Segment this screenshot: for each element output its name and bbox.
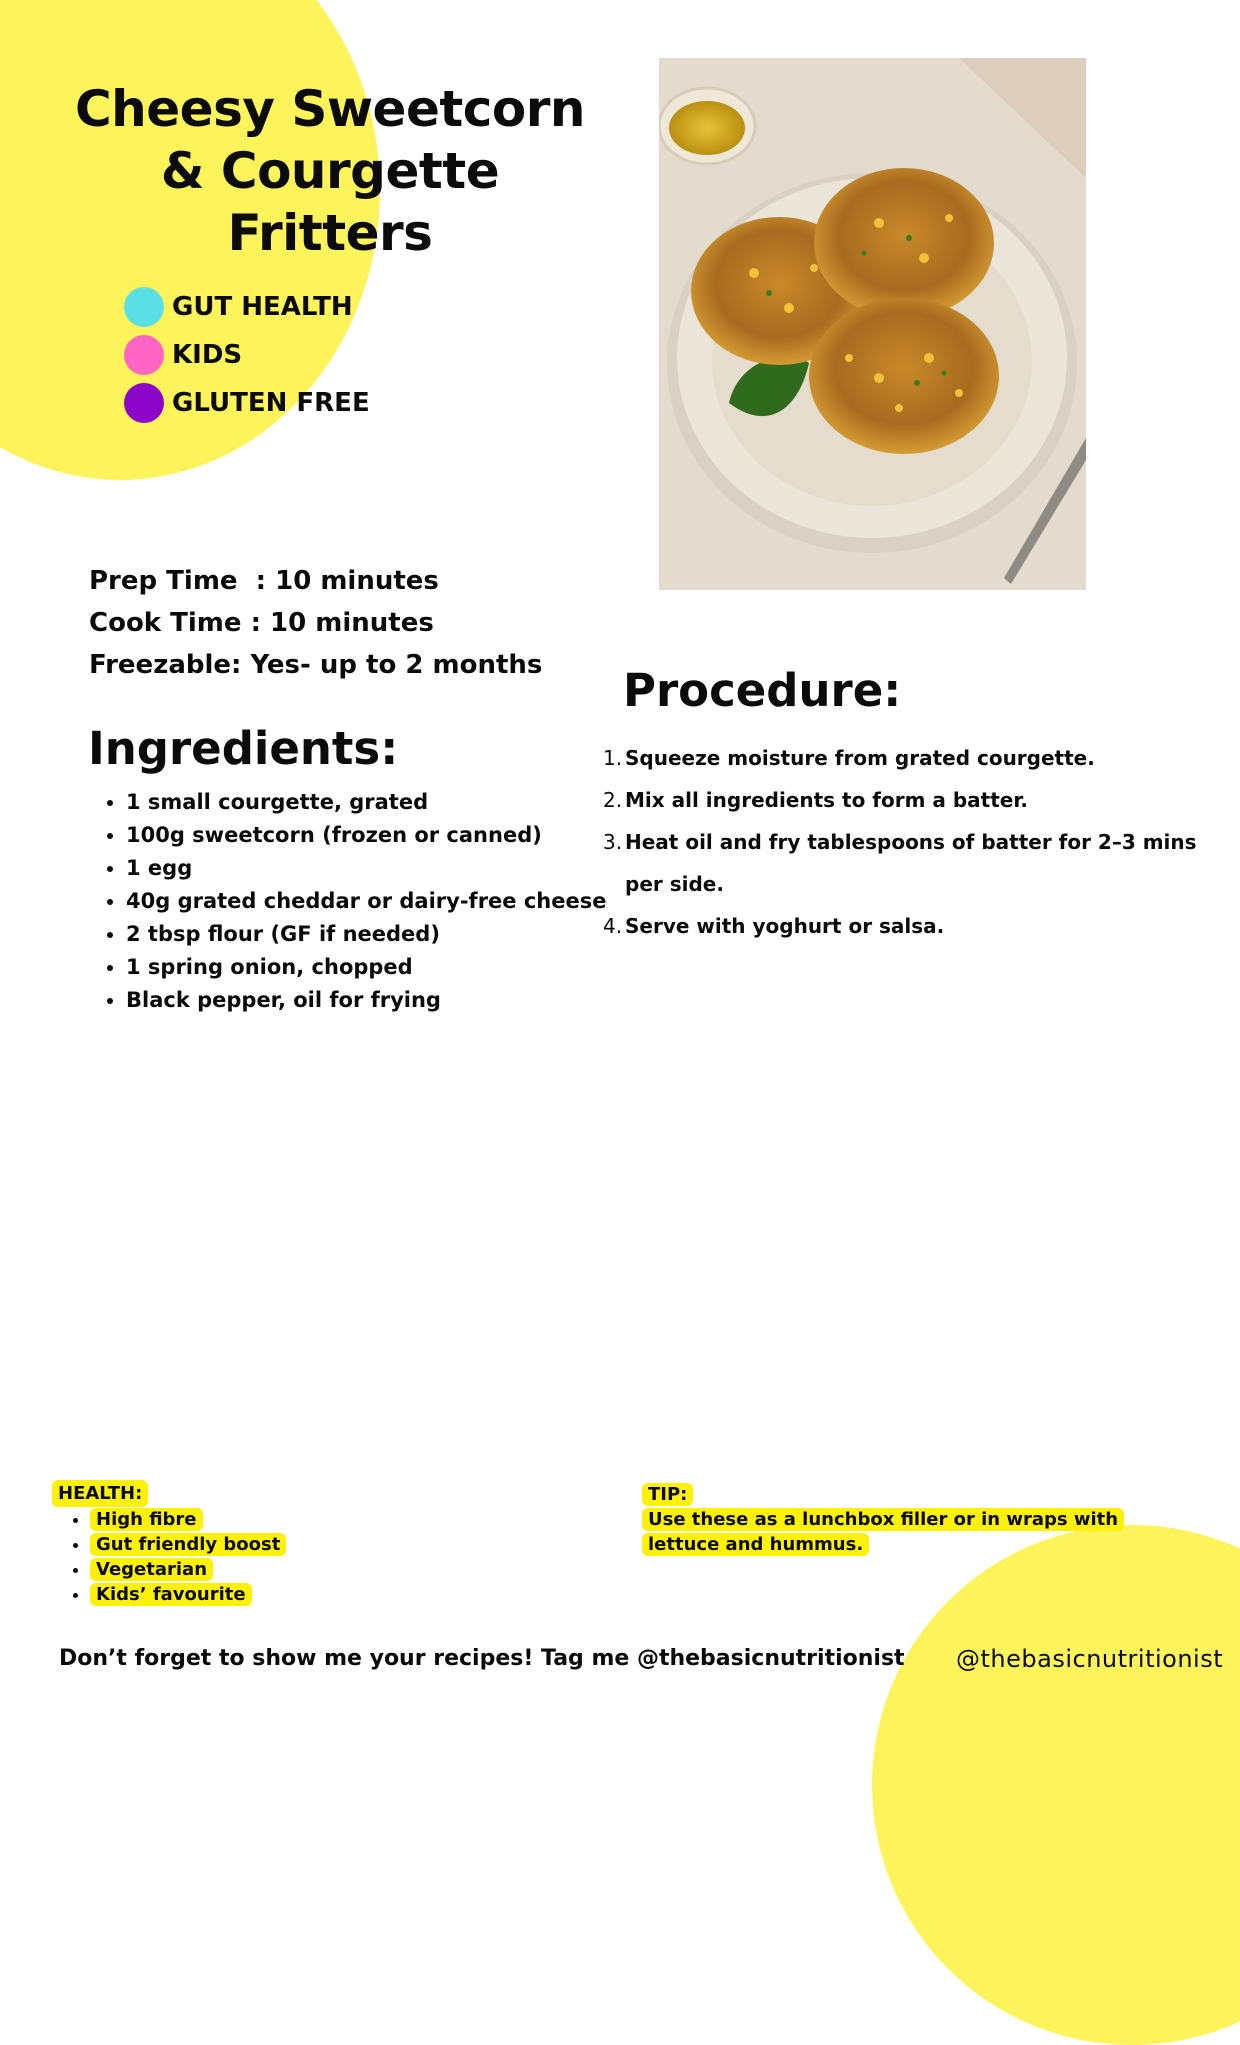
fritters-illustration <box>659 58 1086 590</box>
cook-time: Cook Time : 10 minutes <box>89 608 434 638</box>
step-number: 4. <box>603 914 623 938</box>
health-item <box>90 1507 286 1532</box>
title-line-1: Cheesy Sweetcorn <box>74 80 586 138</box>
step-number: 3. <box>603 830 623 854</box>
ingredient-item: • 40g grated cheddar or dairy-free cheese <box>126 885 606 918</box>
tag-gluten-free <box>124 379 370 427</box>
tag-label: GUT HEALTH <box>172 292 353 322</box>
ingredient-item: • Black pepper, oil for frying <box>126 984 606 1017</box>
health-list <box>52 1507 286 1607</box>
ingredient-item: • 2 tbsp flour (GF if needed) <box>126 918 606 951</box>
health-item <box>90 1532 286 1557</box>
health-item-text: Kids’ favourite <box>90 1583 252 1606</box>
ingredient-item: • 1 small courgette, grated <box>126 786 606 819</box>
step-number: 1. <box>603 746 623 770</box>
diet-tags <box>124 283 370 427</box>
tip-box <box>642 1482 1182 1557</box>
health-item <box>90 1582 286 1607</box>
tag-gut-health <box>124 283 370 331</box>
footer-handle: @thebasicnutritionist <box>956 1645 1224 1673</box>
health-item <box>90 1557 286 1582</box>
procedure-step <box>603 737 1213 779</box>
decorative-yellow-circle-bottom <box>872 1525 1240 2045</box>
tag-dot-icon <box>124 287 164 327</box>
freezable-info: Freezable: Yes- up to 2 months <box>89 650 543 680</box>
tag-label: GLUTEN FREE <box>172 388 370 418</box>
tip-text: Use these as a lunchbox filler or in wraps with lettuce and hummus. <box>642 1508 1124 1556</box>
tip-label: TIP: <box>642 1483 693 1506</box>
ingredients-heading: Ingredients: <box>88 722 399 775</box>
procedure-heading: Procedure: <box>623 664 902 717</box>
health-item-text: High fibre <box>90 1508 203 1531</box>
ingredients-list <box>98 786 606 1017</box>
step-text: Mix all ingredients to form a batter. <box>625 788 1028 812</box>
prep-time: Prep Time : 10 minutes <box>89 566 439 596</box>
step-text: Serve with yoghurt or salsa. <box>625 914 945 938</box>
step-number: 2. <box>603 788 623 812</box>
tag-dot-icon <box>124 335 164 375</box>
ingredient-item: • 1 egg <box>126 852 606 885</box>
tag-dot-icon <box>124 383 164 423</box>
tag-label: KIDS <box>172 340 243 370</box>
tag-kids <box>124 331 370 379</box>
ingredient-item: • 100g sweetcorn (frozen or canned) <box>126 819 606 852</box>
health-label: HEALTH: <box>52 1480 148 1507</box>
ingredient-item: • 1 spring onion, chopped <box>126 951 606 984</box>
procedure-step <box>603 779 1213 821</box>
step-text: Squeeze moisture from grated courgette. <box>625 746 1095 770</box>
title-line-2: & Courgette Fritters <box>160 142 500 262</box>
footer-cta: Don’t forget to show me your recipes! Tag me @thebasicnutritionist <box>59 1646 905 1671</box>
step-text: Heat oil and fry tablespoons of batter for 2–3 mins per side. <box>625 830 1197 896</box>
recipe-title <box>60 78 600 264</box>
health-box <box>52 1480 286 1607</box>
time-info <box>89 560 542 686</box>
procedure-list <box>603 737 1213 947</box>
health-item-text: Gut friendly boost <box>90 1533 286 1556</box>
fritters-photo <box>659 58 1086 590</box>
procedure-step <box>603 905 1213 947</box>
procedure-step <box>603 821 1213 905</box>
health-item-text: Vegetarian <box>90 1558 213 1581</box>
